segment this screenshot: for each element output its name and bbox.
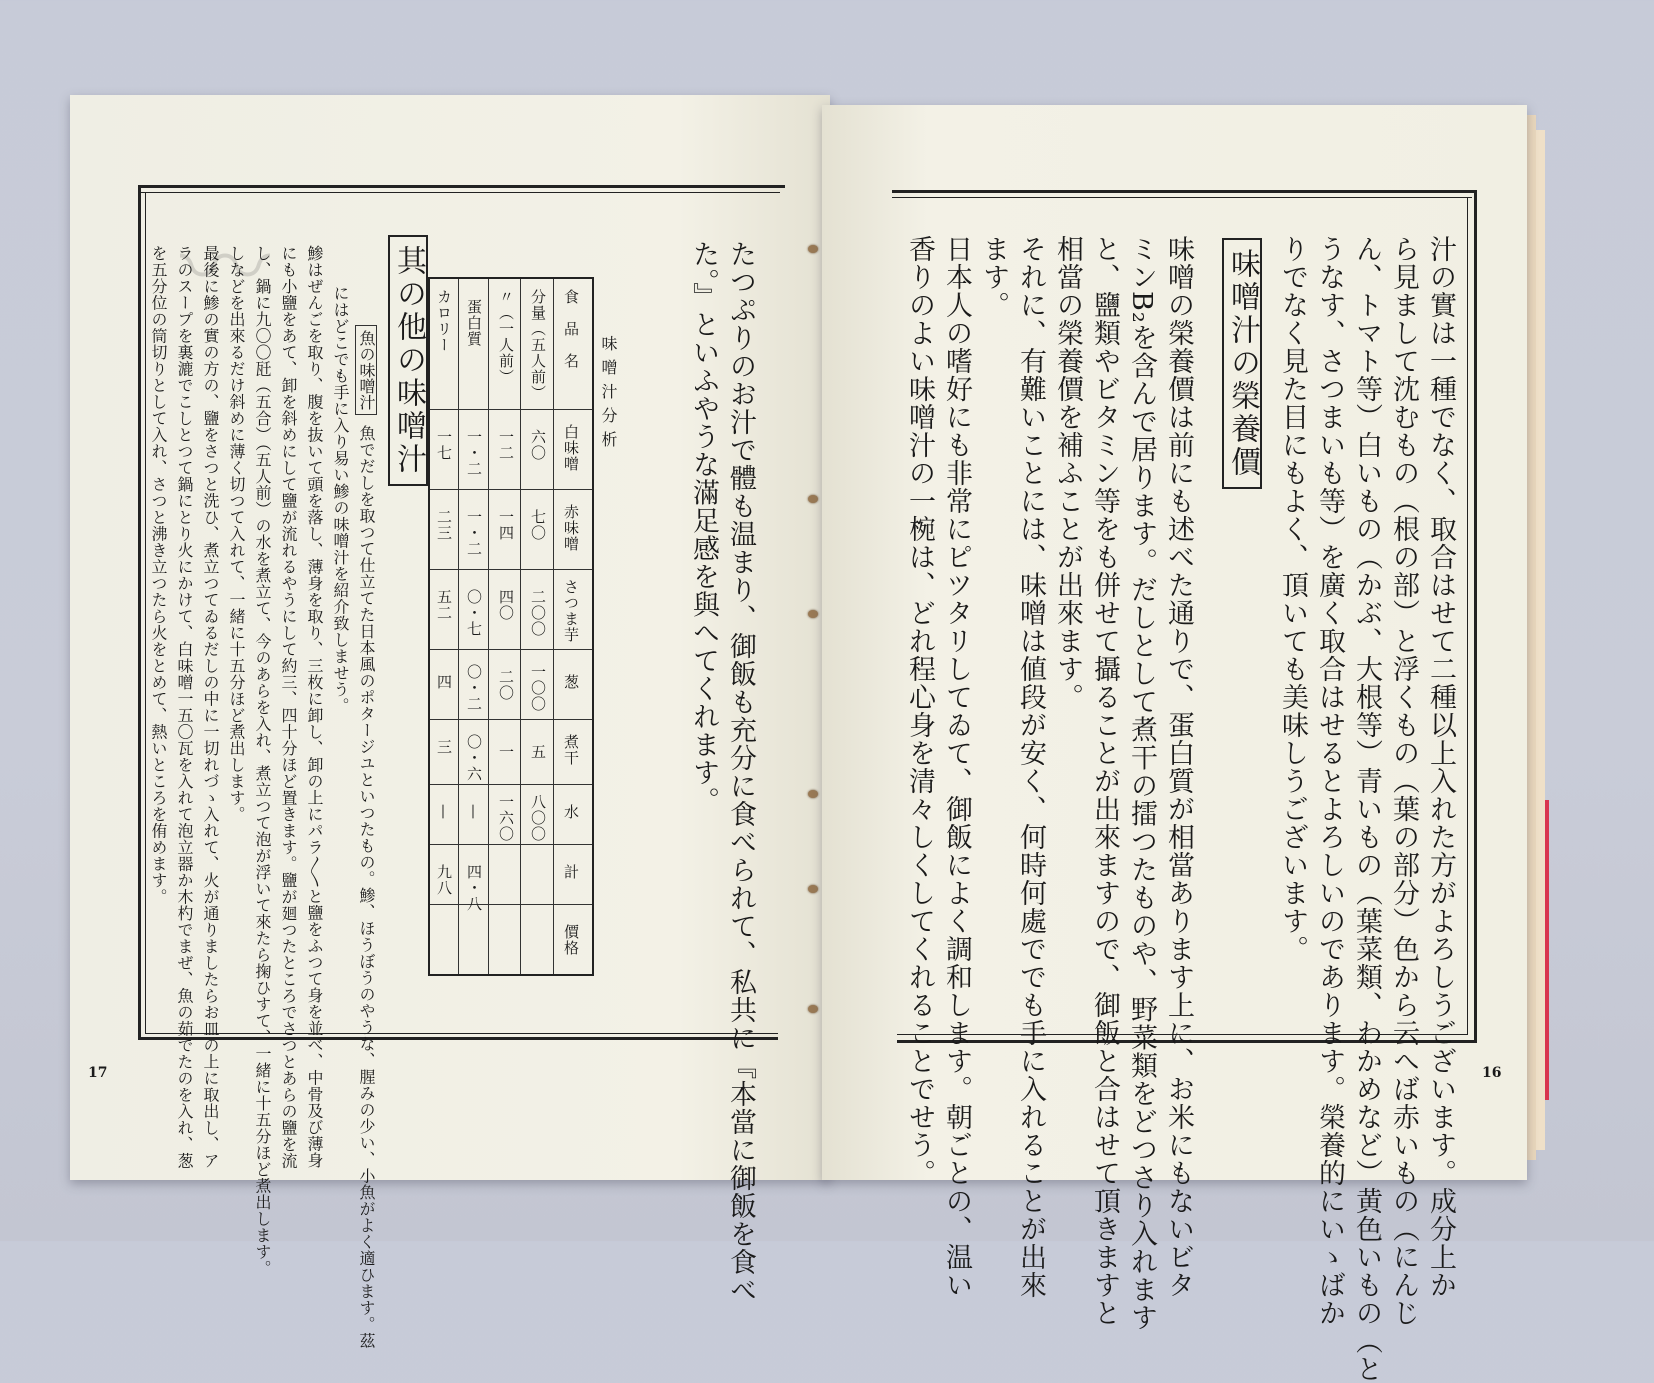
- body-column: ミンB₂を含んで居ります。だしとして煮干の擂つたものや、野菜類をどつさり入れます: [1126, 235, 1157, 1332]
- table-cell: 六〇: [529, 429, 547, 461]
- binding-hole: [808, 885, 818, 893]
- table-cell: 二〇〇: [529, 589, 547, 637]
- body-column: と、鹽類やビタミン等をも併せて攝ることが出來ますので、御飯と合はせて頂きますと: [1089, 235, 1120, 1327]
- recipe-column: を五分位の筒切りとして入れ、さつと沸き立つたら火をとめて、熱いところを侑めます。: [149, 245, 168, 905]
- binding-hole: [808, 1005, 818, 1013]
- table-cell: 〇・七: [465, 589, 483, 637]
- recipe-column: ラのスープを裏漉でこしとつて鍋にとり火にかけて、白味噌一五〇瓦を入れて泡立器か木杓でまぜ、魚の茹でたのを入れ、葱: [175, 245, 194, 1169]
- body-column: ん、トマト等）白いもの（かぶ、大根等）青いもの（葉菜類、わかめなど）黄色いもの（と: [1351, 235, 1382, 1383]
- table-cell: 四: [435, 674, 453, 690]
- page-number: 16: [1482, 1065, 1502, 1081]
- table-row-label: 蛋白質: [465, 299, 483, 347]
- table-cell: 一六〇: [497, 794, 515, 842]
- red-bookmark-edge: [1545, 800, 1549, 1100]
- body-column: 日本人の嗜好にも非常にピツタリしてゐて、御飯によく調和します。朝ごとの、温い: [941, 235, 972, 1299]
- table-header-cell: 計: [562, 864, 580, 880]
- table-cell: 一・二: [465, 429, 483, 477]
- table-cell: 九八: [435, 864, 453, 896]
- recipe-column: 最後に鯵の實の方の、鹽をさつと洗ひ、煮立つてゐるだしの中に一切れづゝ入れて、火が通りましたらお皿の上に取出し、ア: [201, 245, 220, 1169]
- binding-hole: [808, 495, 818, 503]
- frame-top-rule-thin: [892, 197, 1472, 198]
- frame-left-rule: [138, 185, 141, 1040]
- right-page: [822, 105, 1527, 1383]
- table-cell: 一四: [497, 509, 515, 541]
- body-column: 相當の榮養價を補ふことが出來ます。: [1052, 235, 1083, 711]
- table-cell: 一・二: [465, 509, 483, 557]
- background-illustration: 〰: [180, 216, 270, 321]
- page-number: 17: [88, 1065, 108, 1081]
- recipe-column: 鯵はぜんごを取り、腹を抜いて頭を落し、薄身を取り、三枚に卸し、卸の上にパラ〳〵と鹽をふつて身を並べ、中骨及び薄身: [305, 245, 324, 1169]
- table-row-label: カロリー: [435, 289, 453, 353]
- body-column: それに、有難いことには、味噌は値段が安く、何時何處ででも手に入れることが出來: [1015, 235, 1046, 1299]
- table-cell: 一二: [497, 429, 515, 461]
- binding-hole: [808, 245, 818, 253]
- frame-top-rule: [140, 185, 785, 188]
- body-column: ます。: [978, 235, 1009, 319]
- recipe-column: にも小鹽をあて、卸を斜めにして鹽が流れるやうにして約三、四十分ほど置きます。鹽が廻つたところでさつとあらの鹽を流: [279, 245, 298, 1169]
- table-cell: 二三: [435, 509, 453, 541]
- table-cell: —: [435, 804, 453, 820]
- body-column: うなす、さつまいも等）を廣く取合はせるとよろしいのであります。榮養的にいゝばか: [1314, 235, 1345, 1327]
- table-cell: 五: [529, 744, 547, 760]
- body-column: りでなく見た目にもよく、頂いても美味しうございます。: [1277, 235, 1308, 963]
- table-header-cell: 水: [562, 804, 580, 820]
- table-cell: 三: [435, 739, 453, 755]
- table-cell: 一: [497, 744, 515, 760]
- frame-top-rule: [892, 190, 1477, 193]
- frame-bottom-rule: [138, 1037, 778, 1040]
- sub-heading: 魚の味噌汁: [355, 325, 377, 415]
- analysis-table: [428, 277, 594, 976]
- frame-right-rule-thin: [1467, 197, 1468, 1035]
- body-column: 汁の實は一種でなく、取合はせて二種以上入れた方がよろしうございます。成分上か: [1425, 235, 1456, 1299]
- table-cell: 四・八: [465, 864, 483, 912]
- table-cell: 四〇: [497, 589, 515, 621]
- table-cell: 七〇: [529, 509, 547, 541]
- table-cell: 八〇〇: [529, 794, 547, 842]
- table-header-cell: 白味噌: [562, 424, 580, 472]
- recipe-column: にはどこでも手に入り易い鯵の味噌汁を紹介致しませう。: [331, 285, 350, 714]
- body-column: 香りのよい味噌汁の一椀は、どれ程心身を清々しくしてくれることでせう。: [904, 235, 935, 1187]
- table-row-label: 〃（一人前）: [497, 289, 515, 385]
- table-cell: —: [465, 804, 483, 820]
- table-cell: 一〇〇: [529, 664, 547, 712]
- table-cell: 五二: [435, 589, 453, 621]
- table-header-cell: 煮干: [562, 734, 580, 766]
- recipe-column: しなどを出來るだけ斜めに薄く切つて入れて、一緒に十五分ほど煮出します。: [227, 245, 246, 823]
- body-column: たつぷりのお汁で體も温まり、御飯も充分に食べられて、私共に『本當に御飯を食べ: [725, 240, 756, 1304]
- table-header-cell: 價格: [562, 924, 580, 956]
- body-column: 味噌の榮養價は前にも述べた通りで、蛋白質が相當あります上に、お米にもないビタ: [1163, 235, 1194, 1299]
- table-header-cell: 食 品 名: [562, 289, 580, 369]
- binding-hole: [808, 790, 818, 798]
- section-heading: 味噌汁の榮養價: [1222, 238, 1262, 489]
- frame-right-rule: [1474, 193, 1477, 1043]
- table-cell: 二〇: [497, 669, 515, 701]
- body-column: ら見まして沈むもの（根の部）と浮くもの（葉の部分）色から云へば赤いもの（にんじ: [1388, 235, 1419, 1327]
- recipe-column: 魚でだしを取つて仕立てた日本風のポタージユといつたもの。鯵、ほうぼうのやうな、腥みの少い、小魚がよく適ひます。茲: [357, 425, 376, 1349]
- table-header-cell: さつま芋: [562, 579, 580, 643]
- frame-bottom-rule-thin: [145, 1033, 778, 1034]
- table-title: 味噌汁分析: [599, 335, 618, 455]
- frame-left-rule-thin: [145, 192, 146, 1034]
- table-cell: 一七: [435, 429, 453, 461]
- table-cell: 〇・六: [465, 734, 483, 782]
- section-heading: 其の他の味噌汁: [388, 235, 428, 486]
- binding-hole: [808, 610, 818, 618]
- recipe-column: し、鍋に九〇〇瓩（五合）（五人前）の水を煮立て、今のあらを入れ、煮立つて泡が浮いて來たら掬ひすて、一緒に十五分ほど煮出します。: [253, 245, 272, 1277]
- body-column: た。』といふやうな滿足感を與へてくれます。: [688, 240, 719, 815]
- table-header-cell: 葱: [562, 674, 580, 690]
- table-header-cell: 赤味噌: [562, 504, 580, 552]
- table-cell: 〇・二: [465, 664, 483, 712]
- table-row-label: 分量（五人前）: [529, 289, 547, 401]
- frame-top-rule-thin: [140, 192, 780, 193]
- left-page: [70, 95, 830, 1349]
